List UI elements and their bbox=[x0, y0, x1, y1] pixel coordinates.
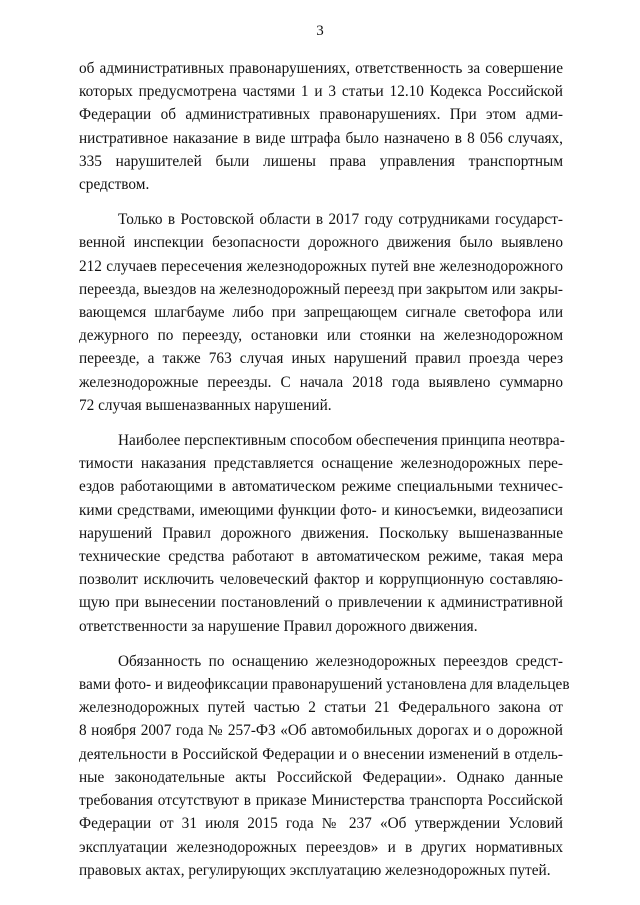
text-line: правовых актах, регулирующих эксплуатацию железнодорожных путей. bbox=[79, 861, 551, 879]
text-line: технические средства работают в автоматическом режиме, такая мера bbox=[79, 548, 563, 566]
text-line: средством. bbox=[79, 176, 150, 194]
text-line: вами фото- и видеофиксации правонарушений установлена для владельцев bbox=[79, 676, 570, 694]
text-line: эксплуатации железнодорожных переездов» и в других нормативных bbox=[79, 838, 563, 856]
text-line: переезде, а также 763 случая иных нарушений правил проезда через bbox=[79, 350, 563, 368]
paragraph-4 bbox=[79, 650, 570, 882]
page-number: 3 bbox=[316, 23, 324, 39]
text-line: 335 нарушителей были лишены права управления транспортным bbox=[79, 152, 563, 170]
text-line: Федерации от 31 июля 2015 года № 237 «Об утверждении Условий bbox=[79, 815, 563, 833]
text-line: 72 случая вышеназванных нарушений. bbox=[79, 396, 332, 414]
text-line: железнодорожные переезды. С начала 2018 года выявлено суммарно bbox=[79, 373, 563, 391]
text-line: Обязанность по оснащению железнодорожных переездов средст- bbox=[118, 652, 563, 670]
text-line: которых предусмотрена частями 1 и 3 статьи 12.10 Кодекса Российской bbox=[79, 83, 563, 101]
text-line: 212 случаев пересечения железнодорожных путей вне железнодорожного bbox=[79, 257, 563, 275]
text-line: ответственности за нарушение Правил дорожного движения. bbox=[79, 617, 478, 635]
text-line: ные законодательные акты Российской Федерации». Однако данные bbox=[79, 768, 563, 786]
text-line: позволит исключить человеческий фактор и коррупционную составляю- bbox=[79, 571, 563, 589]
paragraph-2 bbox=[79, 208, 563, 417]
text-line: венной инспекции безопасности дорожного движения было выявлено bbox=[79, 234, 563, 252]
text-line: Только в Ростовской области в 2017 году сотрудниками государст- bbox=[118, 211, 563, 229]
paragraph-1 bbox=[79, 57, 563, 196]
text-line: требования отсутствуют в приказе Министерства транспорта Российской bbox=[79, 792, 563, 810]
text-line: деятельности в Российской Федерации и о внесении изменений в отдель- bbox=[79, 745, 563, 763]
text-line: щую при вынесении постановлений о привлечении к административной bbox=[79, 594, 563, 612]
text-line: дежурного по переезду, остановки или стоянки на железнодорожном bbox=[79, 327, 563, 345]
text-line: кими средствами, имеющими функции фото- и киносъемки, видеозаписи bbox=[79, 501, 563, 519]
text-line: тимости наказания представляется оснащение железнодорожных пере- bbox=[79, 455, 563, 473]
text-line: вающемся шлагбауме либо при запрещающем сигнале светофора или bbox=[79, 304, 563, 322]
text-line: Федерации об административных правонарушениях. При этом адми- bbox=[79, 106, 563, 124]
text-line: об административных правонарушениях, ответственность за совершение bbox=[79, 60, 563, 77]
text-line: Наиболее перспективным способом обеспечения принципа неотвра- bbox=[118, 432, 565, 450]
text-line: нистративное наказание в виде штрафа было назначено в 8 056 случаях, bbox=[79, 129, 563, 147]
text-line: 8 ноября 2007 года № 257-ФЗ «Об автомобильных дорогах и о дорожной bbox=[79, 722, 563, 740]
paragraph-3 bbox=[79, 429, 563, 638]
text-line: ездов работающими в автоматическом режиме специальными техничес- bbox=[79, 478, 563, 496]
document-body bbox=[79, 57, 570, 882]
text-line: железнодорожных путей частью 2 статьи 21 Федерального закона от bbox=[79, 699, 563, 717]
text-line: нарушений Правил дорожного движения. Поскольку вышеназванные bbox=[79, 524, 563, 542]
text-line: переезда, выездов на железнодорожный переезд при закрытом или закры- bbox=[79, 280, 563, 298]
